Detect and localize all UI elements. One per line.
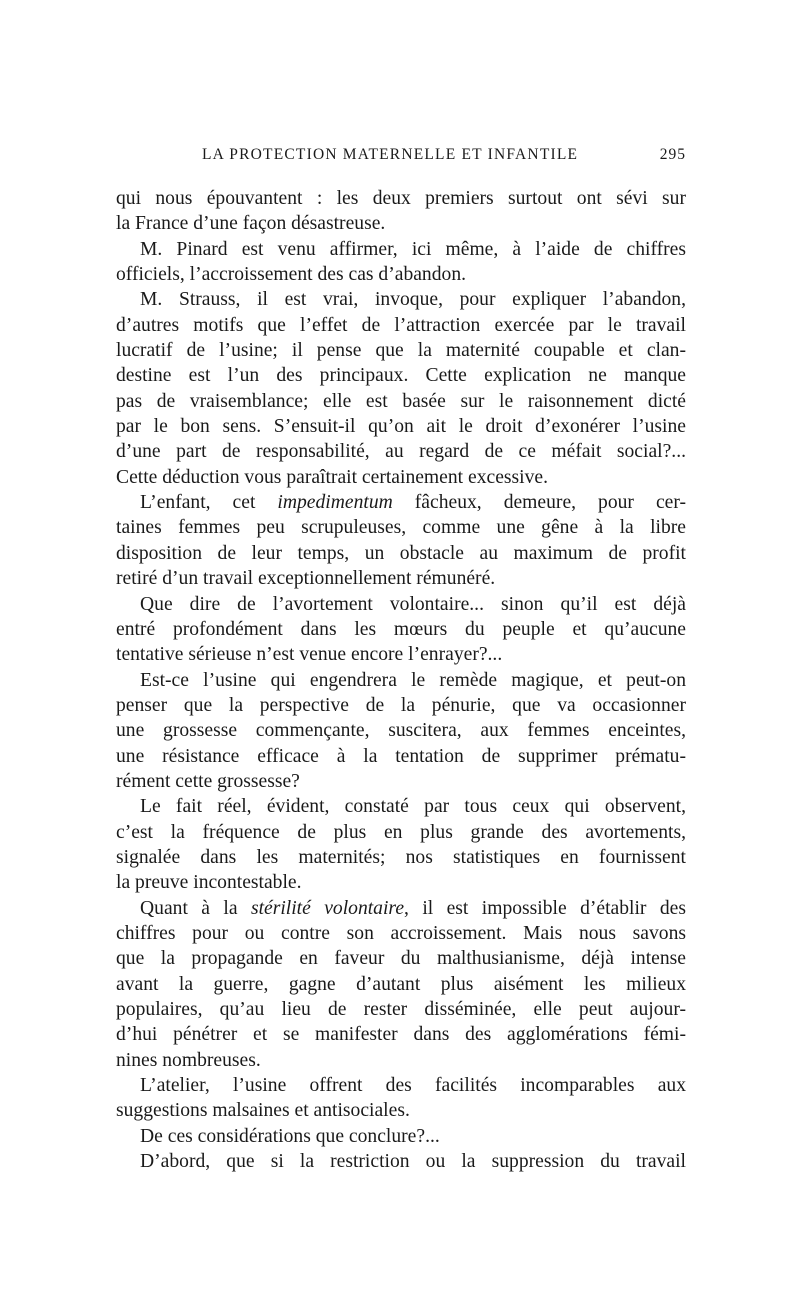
text-line: M. Pinard est venu affirmer, ici même, à l’aide de chiffres: [140, 238, 686, 260]
text-line: penser que la perspective de la pénurie, que va occasionner: [116, 694, 686, 716]
line-text: Quant à la: [140, 897, 251, 919]
text-line: d’hui pénétrer et se manifester dans des agglomérations fémi-: [116, 1024, 686, 1046]
text-line: nines nombreuses.: [116, 1049, 261, 1071]
text-line: suggestions malsaines et antisociales.: [116, 1100, 410, 1122]
text-line: Cette déduction vous paraîtrait certainement excessive.: [116, 466, 548, 488]
text-line: la preuve incontestable.: [116, 872, 302, 894]
text-line: retiré d’un travail exceptionnellement rémunéré.: [116, 568, 496, 590]
text-line: officiels, l’accroissement des cas d’abandon.: [116, 264, 467, 286]
body-text: [116, 186, 686, 1174]
text-line: [116, 896, 686, 921]
text-line: pas de vraisemblance; elle est basée sur le raisonnement dicté: [116, 390, 686, 412]
text-line: populaires, qu’au lieu de rester disséminée, elle peut aujour-: [116, 999, 686, 1020]
text-line: une résistance efficace à la tentation de supprimer prématu-: [116, 745, 686, 767]
line-text: , il est impossible d’établir des: [404, 897, 686, 919]
text-line: d’une part de responsabilité, au regard de ce méfait social?...: [116, 441, 686, 463]
page-number: 295: [659, 146, 686, 163]
text-line: L’atelier, l’usine offrent des facilités incomparables aux: [140, 1075, 686, 1097]
text-line: avant la guerre, gagne d’autant plus aisément les milieux: [116, 973, 686, 995]
running-title: LA PROTECTION MATERNELLE ET INFANTILE: [202, 146, 579, 163]
text-line: chiffres pour ou contre son accroissement. Mais nous savons: [116, 922, 686, 944]
text-line: disposition de leur temps, un obstacle au maximum de profit: [116, 542, 686, 564]
italic-term: impedimentum: [277, 492, 393, 514]
text-line: entré profondément dans les mœurs du peuple et qu’aucune: [116, 618, 686, 640]
text-line: De ces considérations que conclure?...: [140, 1125, 440, 1147]
text-line: d’autres motifs que l’effet de l’attraction exercée par le travail: [116, 314, 686, 336]
text-line: signalée dans les maternités; nos statistiques en fournissent: [116, 846, 686, 868]
text-line: la France d’une façon désastreuse.: [116, 213, 386, 235]
italic-term: stérilité volontaire: [250, 897, 405, 919]
text-line: M. Strauss, il est vrai, invoque, pour expliquer l’abandon,: [140, 289, 686, 311]
line-text: fâcheux, demeure, pour cer-: [392, 492, 687, 514]
text-line: taines femmes peu scrupuleuses, comme une gêne à la libre: [116, 517, 686, 539]
text-line: par le bon sens. S’ensuit-il qu’on ait le droit d’exonérer l’usine: [116, 416, 686, 438]
text-line: destine est l’un des principaux. Cette explication ne manque: [116, 365, 686, 387]
text-line: [116, 490, 686, 515]
text-line: rément cette grossesse?: [116, 770, 300, 792]
text-line: Est-ce l’usine qui engendrera le remède magique, et peut-on: [140, 669, 686, 691]
text-line: D’abord, que si la restriction ou la suppression du travail: [140, 1151, 686, 1173]
text-line: que la propagande en faveur du malthusianisme, déjà intense: [116, 948, 686, 970]
running-head: [116, 146, 686, 170]
text-line: c’est la fréquence de plus en plus grande des avortements,: [116, 821, 686, 843]
text-line: qui nous épouvantent : les deux premiers surtout ont sévi sur: [116, 188, 686, 209]
text-line: une grossesse commençante, suscitera, aux femmes enceintes,: [116, 720, 686, 742]
line-text: L’enfant, cet: [140, 492, 278, 514]
text-line: Que dire de l’avortement volontaire... sinon qu’il est déjà: [140, 593, 686, 615]
text-line: tentative sérieuse n’est venue encore l’enrayer?...: [116, 644, 503, 666]
text-line: lucratif de l’usine; il pense que la maternité coupable et clan-: [116, 340, 686, 362]
text-line: Le fait réel, évident, constaté par tous ceux qui observent,: [140, 796, 686, 818]
